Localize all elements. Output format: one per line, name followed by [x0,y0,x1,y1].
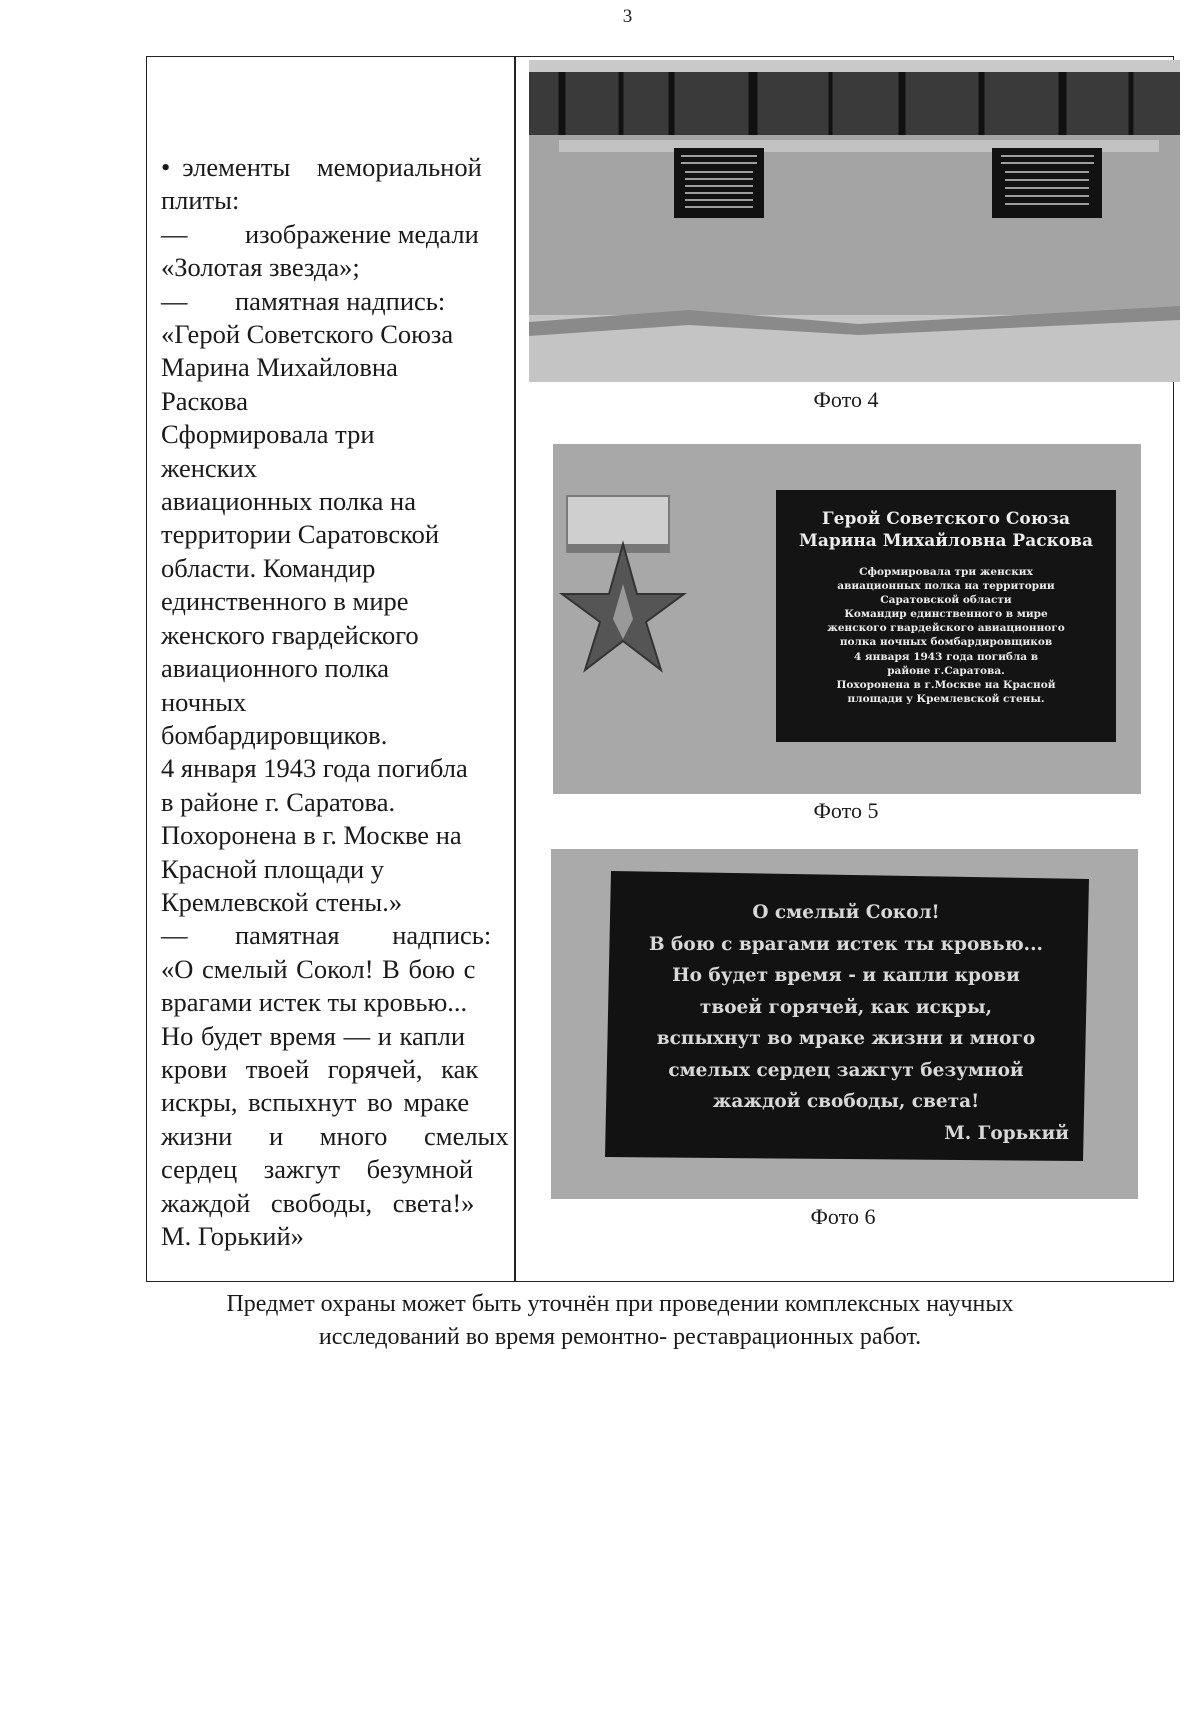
footer-line: Предмет охраны может быть уточнён при проведении комплексных научных [226,1291,1014,1317]
text-line: женского гвардейского [161,619,419,650]
text-line: Раскова [161,385,248,416]
plaque-6-line: смелых сердец зажгут безумной [668,1059,1024,1081]
gold-star-medal-icon [562,496,684,670]
text-line: в районе г. Саратова. [161,786,396,817]
footer-note [120,1288,1120,1354]
text-line: территории Саратовской [161,519,440,550]
text-line: «Золотая звезда»; [161,252,360,283]
plaque-5-line: Сформировала три женских [859,566,1033,578]
photo-5 [553,444,1141,794]
text-line: единственного в мире [161,586,409,617]
text-line: врагами истек ты кровью... [161,987,468,1018]
photo-6 [551,849,1138,1199]
plaque-5-line: 4 января 1943 года погибла в [853,650,1039,663]
text-line: авиационного полка [161,653,390,684]
text-line: бомбардировщиков. [161,719,388,750]
plaque-5-line: Похоронена в г.Москве на Красной [836,678,1056,691]
caption-photo-5: Фото 5 [813,798,879,823]
text-line: М. Горький» [161,1221,304,1251]
plaque-6-line: жаждой свободы, света! [712,1091,980,1112]
plaque-6-text [611,897,1081,1149]
text-line: — памятная надпись: [161,285,446,316]
text-line: плиты: [161,185,240,216]
column-divider [514,57,516,1281]
plaque-5-title-line: Герой Советского Союза [821,509,1071,529]
text-line: сердец зажгут безумной [161,1154,474,1185]
plaque-5-line: полка ночных бомбардировщиков [839,636,1053,649]
text-line: искры, вспыхнут во мраке [161,1087,470,1118]
photo-4 [529,60,1180,382]
plaque-5-line: авиационных полка на территории [837,580,1055,593]
plaque-5-line: районе г.Саратова. [887,664,1005,677]
caption-photo-4: Фото 4 [813,387,879,412]
plaque-5-title-line: Марина Михайловна Раскова [799,531,1093,551]
plaque-5-line: площади у Кремлевской стены. [847,692,1045,705]
plaque-6-line: О смелый Сокол! [752,902,940,923]
page-number: 3 [622,6,633,27]
text-line: Похоронена в г. Москве на [161,820,462,851]
text-line: Сформировала три [161,419,375,450]
text-line: авиационных полка на [161,486,416,517]
text-line: крови твоей горячей, как [161,1053,479,1084]
plaque-5-line: Саратовской области [880,594,1012,607]
text-line: • элементы мемориальной [161,151,505,184]
text-line: «О смелый Сокол! В бою с [161,953,476,984]
text-line: жаждой свободы, света!» [161,1187,475,1218]
plaque-6-author: М. Горький [944,1122,1069,1144]
footer-line: исследований во время ремонтно- реставрационных работ. [318,1324,922,1350]
plaque-5-text [776,508,1116,706]
text-line: — изображение медали [161,218,479,249]
bullet-icon: • [161,152,171,182]
plaque-6-line: твоей горячей, как искры, [699,996,993,1018]
plaque-5-line: Командир единственного в мире [844,608,1048,621]
description-text [161,151,509,1253]
text-line: жизни и много смелых [161,1120,509,1151]
plaque-5-line: женского гвардейского авиационного [827,622,1065,635]
text-line: Но будет время — и капли [161,1020,466,1051]
plaque-6-line: вспыхнут во мраке жизни и много [656,1028,1036,1049]
text-line: 4 января 1943 года погибла [161,753,468,784]
text-line: — памятная надпись: [161,920,492,951]
memorial-wall-image [529,60,1180,382]
text-line: Марина Михайловна [161,352,398,383]
text-line: Кремлевской стены.» [161,886,403,917]
text-line: области. Командир [161,552,376,583]
plaque-6-line: В бою с врагами истек ты кровью... [648,933,1043,955]
text-line: «Герой Советского Союза [161,319,454,350]
caption-photo-6: Фото 6 [810,1204,876,1229]
plaque-6-line: Но будет время - и капли крови [672,965,1020,986]
text-line: ночных [161,686,247,717]
text-line: женских [161,452,257,483]
text-line: Красной площади у [161,853,385,884]
